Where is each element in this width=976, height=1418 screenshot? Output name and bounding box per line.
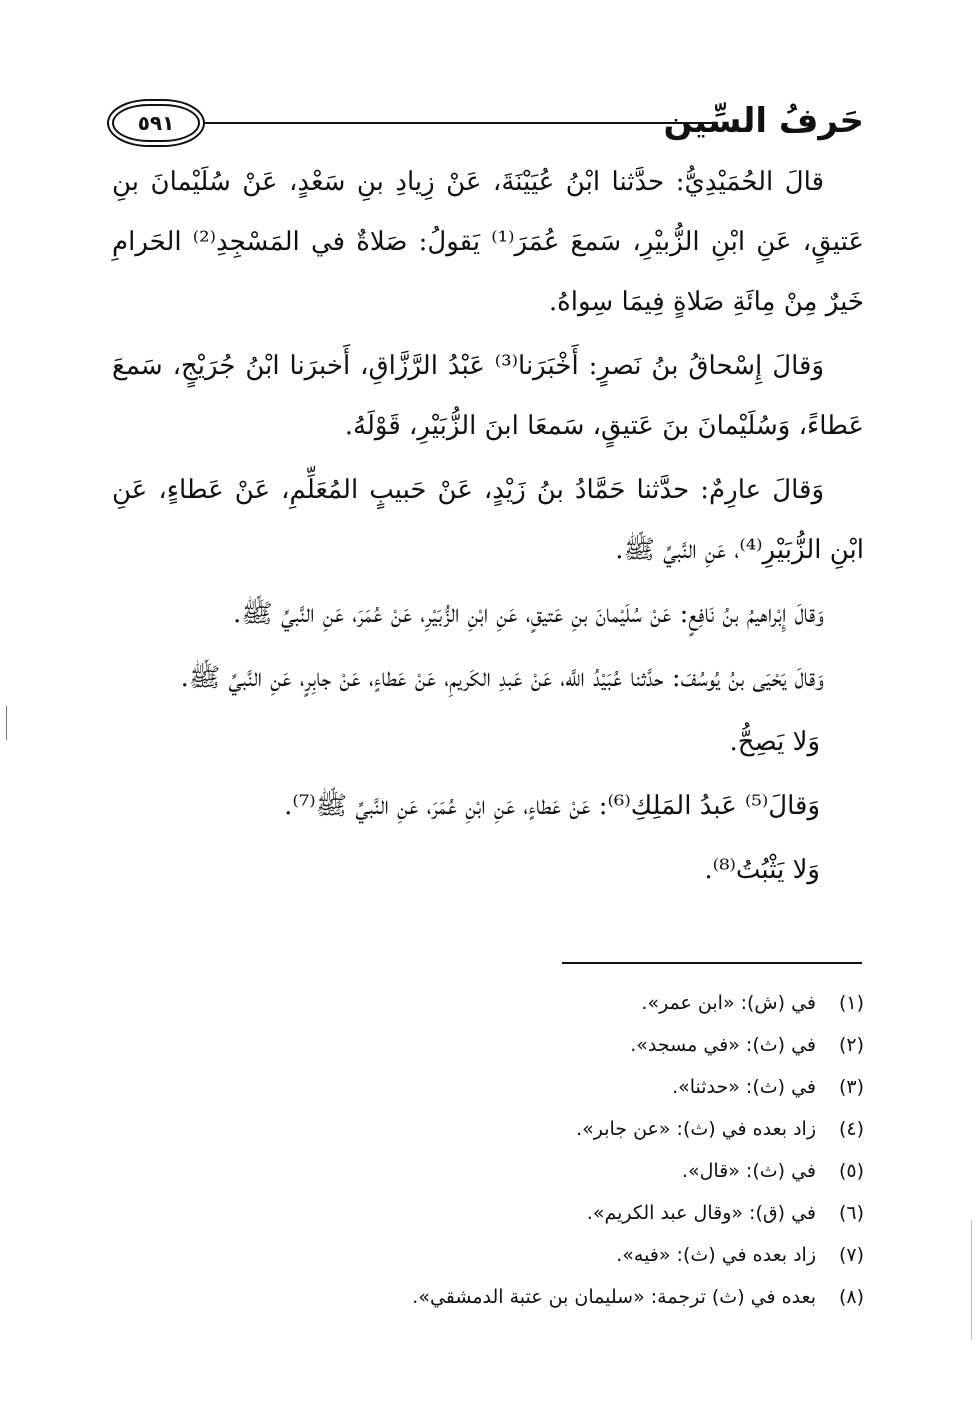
footnote-text: زاد بعده في (ث): «فيه». (616, 1244, 816, 1266)
footnote-text: في (ث): «قال». (681, 1160, 816, 1182)
footnote-number: (٤) (838, 1118, 864, 1140)
footnote (112, 1234, 864, 1276)
scan-margin-mark (6, 706, 7, 740)
footnote-number: (١) (838, 992, 864, 1014)
footnote-number: (٨) (838, 1286, 864, 1308)
footnote-text: زاد بعده في (ث): «عن جابر». (576, 1118, 816, 1140)
paragraph: وَقالَ عارِمٌ: حدَّثنا حَمَّادُ بنُ زَيْدٍ، عَنْ حَبيبٍ المُعَلِّمِ، عَنْ عَطاءٍ، عَنِ ابْنِ الزُّبَيْرِ⁽⁴⁾، عَنِ النَّبيِّ ﷺ. (112, 475, 864, 565)
footnote-number: (٧) (838, 1244, 864, 1266)
header-rule (204, 122, 714, 124)
paragraph: وَلا يَثْبُتُ⁽⁸⁾. (704, 855, 820, 885)
paragraph: وَقالَ يَحْيَى بنُ يُوسُفَ: حدَّثنا عُبَيْدُ اللَّه، عَنْ عَبدِ الكَريمِ، عَنْ عَطاءٍ، عَنْ جابِرٍ، عَنِ النَّبيِّ ﷺ. (180, 663, 824, 693)
footnote-text: في (ش): «ابن عمر». (641, 992, 816, 1014)
footnote-text: في (ق): «وقال عبد الكريم». (586, 1202, 816, 1224)
footnote (112, 1066, 864, 1108)
footnote (112, 1276, 864, 1318)
paragraph: وَقالَ إِسْحاقُ بنُ نَصرٍ: أَخْبَرَنا⁽³⁾ عَبْدُ الرَّزَّاقِ، أَخبرَنا ابْنُ جُرَيْجٍ، سَمعَ عَطاءً، وَسُلَيْمانَ بنَ عَتيقٍ، سَمعَا ابنَ الزُّبَيْرِ، قَوْلَهُ. (112, 351, 864, 441)
paragraph: قالَ الحُمَيْدِيُّ: حدَّثنا ابْنُ عُيَيْنَةَ، عَنْ زِيادِ بنِ سَعْدٍ، عَنْ سُلَيْمانَ بنِ عَتيقٍ، عَنِ ابْنِ الزُّبيْرِ، سَمعَ عُمَرَ⁽¹⁾ يَقولُ: صَلاةٌ في المَسْجِدِ⁽²⁾ الحَرامِ خَيرٌ مِنْ مِائَةِ صَلاةٍ فِيمَا سِواهُ. (112, 167, 865, 317)
page-number: ٥٩١ (112, 104, 200, 142)
footnote (112, 1108, 864, 1150)
footnote-text: في (ث): «حدثنا». (672, 1076, 816, 1098)
footnote (112, 1192, 864, 1234)
footnote-text: في (ث): «في مسجد». (630, 1034, 816, 1056)
paragraph: وَقالَ إِبْراهيمُ بنُ نَافِعٍ: عَنْ سُلَيْمانَ بنِ عَتيقٍ، عَنِ ابْنِ الزُّبَيْرِ، عَنْ عُمَرَ، عَنِ النَّبيِّ ﷺ. (233, 599, 824, 629)
footnotes-list (112, 982, 864, 1318)
page-header (112, 96, 864, 146)
paragraph: وَقالَ⁽⁵⁾ عَبدُ المَلِكِ⁽⁶⁾: عَنْ عَطاءٍ، عَنِ ابْنِ عُمَرَ، عَنِ النَّبيِّ ﷺ⁽⁷⁾. (284, 791, 820, 821)
footnote-number: (٦) (838, 1202, 864, 1224)
footnote-number: (٥) (838, 1160, 864, 1182)
footnote-number: (٣) (838, 1076, 864, 1098)
footnote-text: بعده في (ث) ترجمة: «سليمان بن عتبة الدمشقي». (412, 1286, 816, 1308)
main-text (112, 152, 864, 904)
footnote-separator (562, 962, 862, 964)
scan-margin-mark (971, 1220, 972, 1340)
footnote (112, 982, 864, 1024)
footnote (112, 1024, 864, 1066)
paragraph: وَلا يَصِحُّ. (729, 727, 820, 757)
footnote-number: (٢) (838, 1034, 864, 1056)
running-title: حَرفُ السِّين (663, 101, 864, 141)
footnote (112, 1150, 864, 1192)
